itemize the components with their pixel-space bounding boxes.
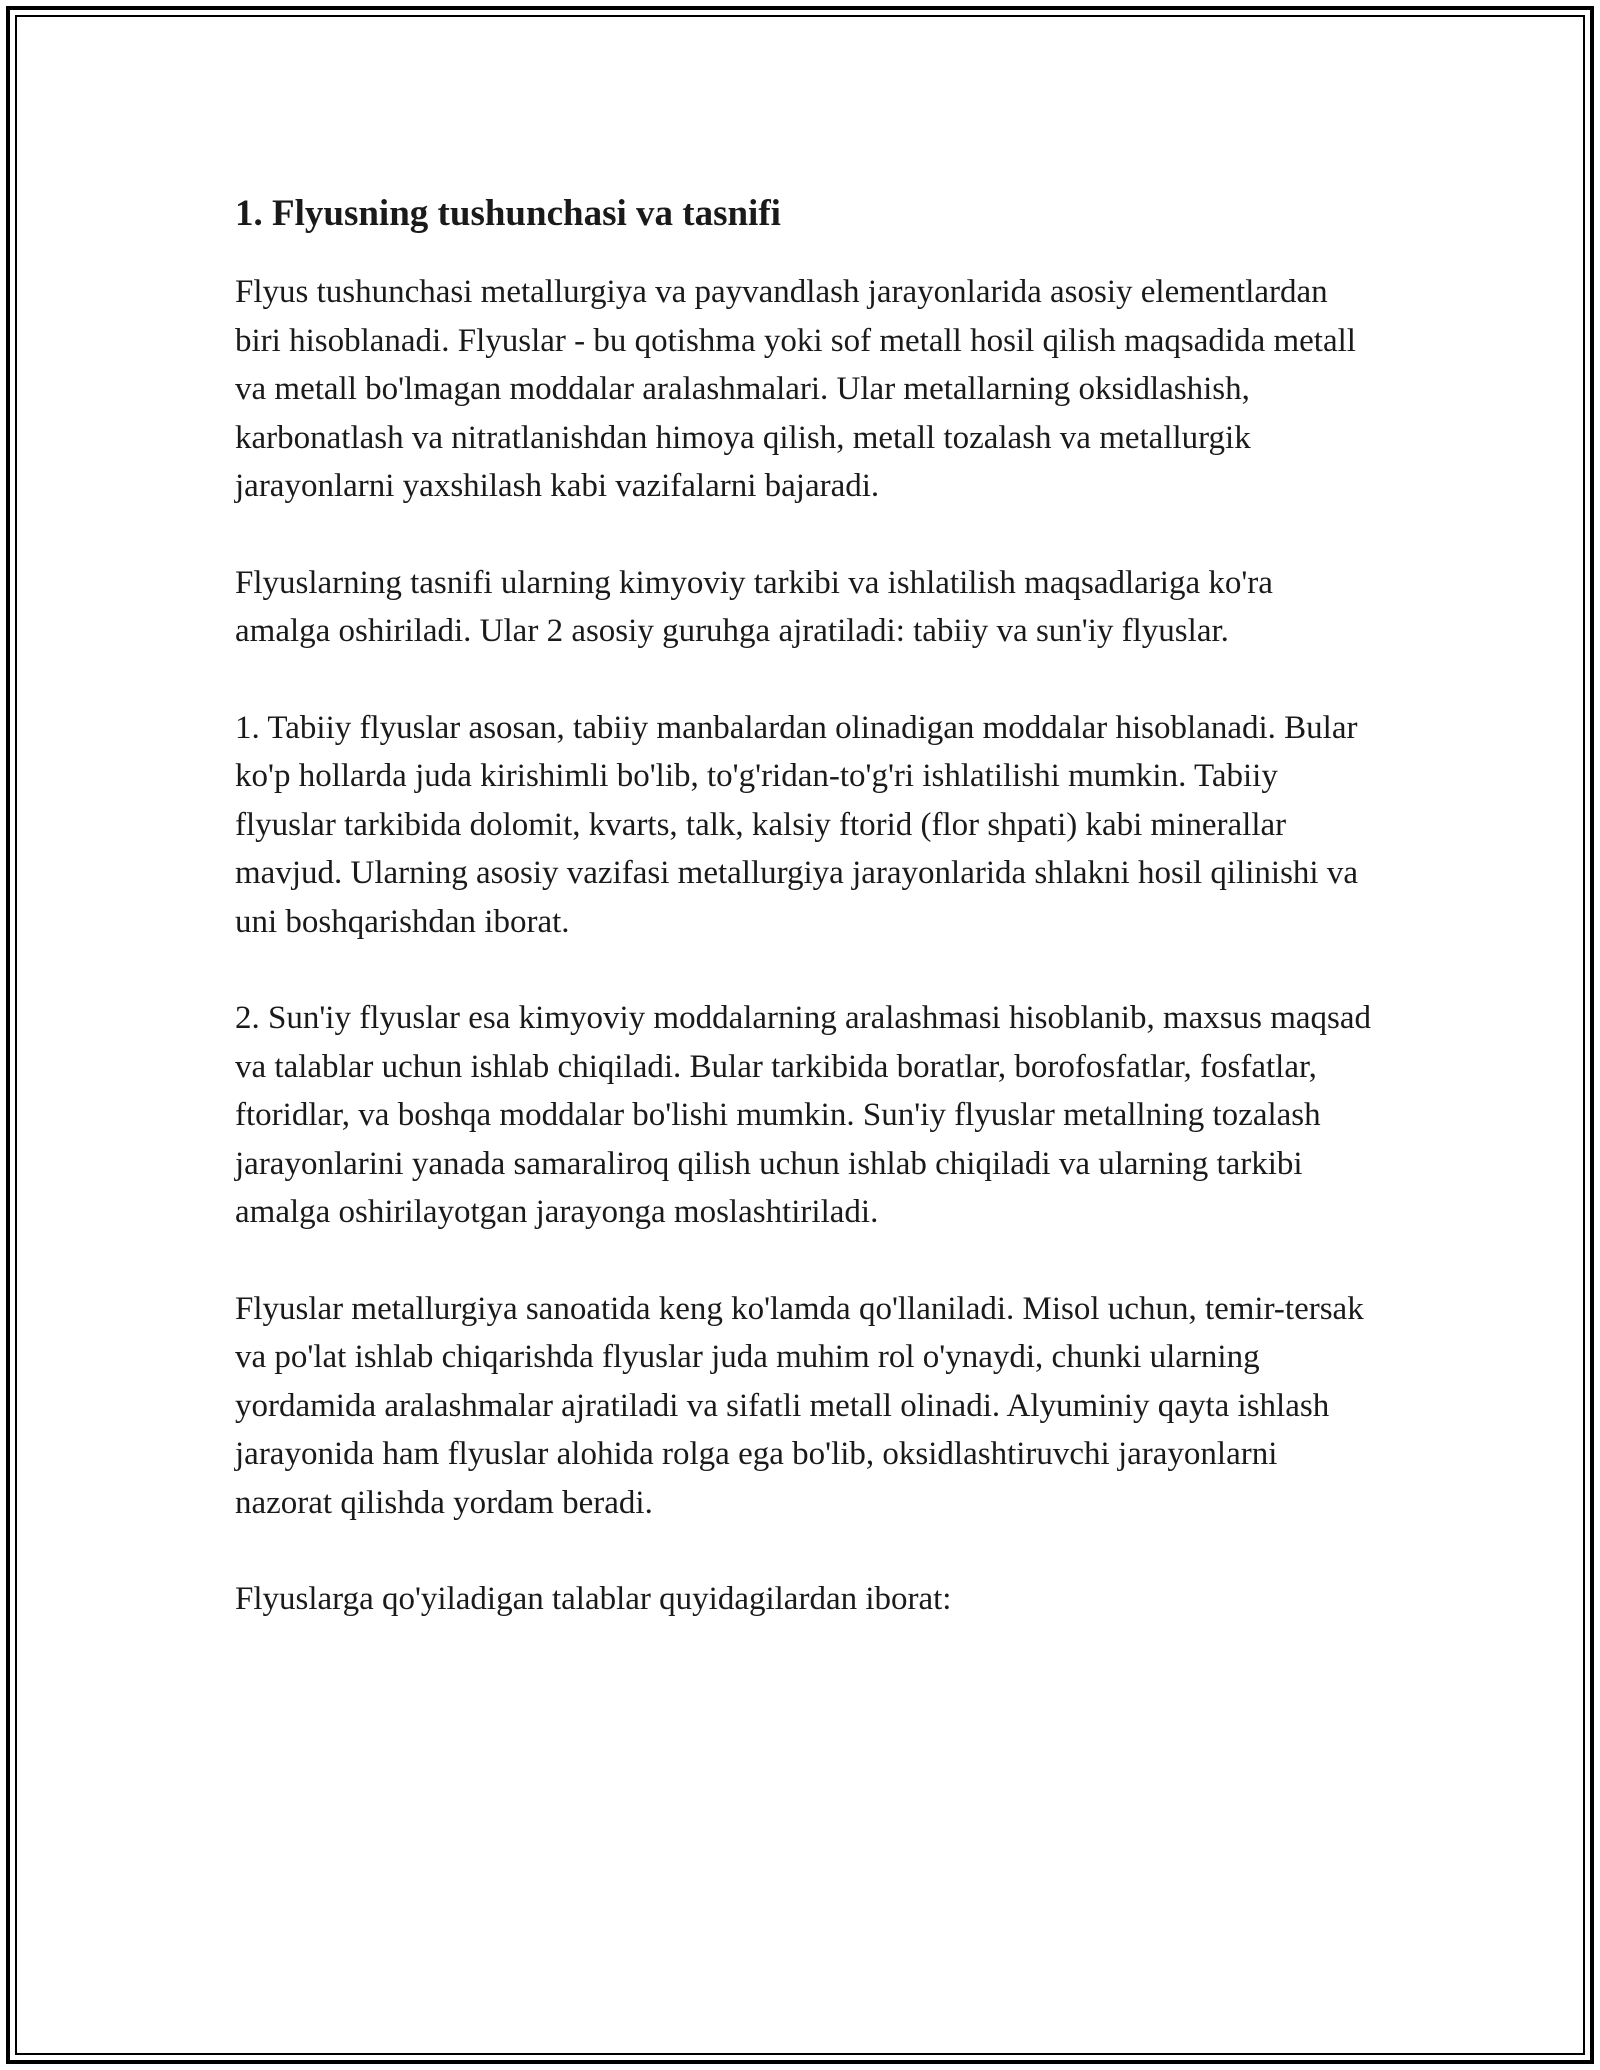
paragraph-classification: Flyuslarning tasnifi ularning kimyoviy tarkibi va ishlatilish maqsadlariga ko'ra amalga oshiriladi. Ular 2 asosiy guruhga ajratiladi: tabiiy va sun'iy flyuslar. bbox=[235, 564, 1273, 649]
paragraph-synthetic-fluxes: 2. Sun'iy flyuslar esa kimyoviy moddalarning aralashmasi hisoblanib, maxsus maqsad va talablar uchun ishlab chiqiladi. Bular tarkibida boratlar, borofosfatlar, fosfatlar, ftoridlar, va boshqa moddalar bo'lishi mumkin. Sun'iy flyuslar metallning tozalash jarayonlarini yanada samaraliroq qilish uchun ishlab chiqiladi va ularning tarkibi amalga oshirilayotgan jarayonga moslashtiriladi. bbox=[235, 1000, 1372, 1230]
section-heading: 1. Flyusning tushunchasi va tasnifi bbox=[235, 193, 781, 234]
document-body bbox=[235, 186, 1375, 1672]
paragraph-definition: Flyus tushunchasi metallurgiya va payvandlash jarayonlarida asosiy elementlardan biri hisoblanadi. Flyuslar - bu qotishma yoki sof metall hosil qilish maqsadida metall va metall bo'lmagan moddalar aralashmalari. Ular metallarning oksidlashish, karbonatlash va nitratlanishdan himoya qilish, metall tozalash va metallurgik jarayonlarni yaxshilash kabi vazifalarni bajaradi. bbox=[235, 274, 1356, 504]
paragraph-natural-fluxes: 1. Tabiiy flyuslar asosan, tabiiy manbalardan olinadigan moddalar hisoblanadi. Bular ko'p hollarda juda kirishimli bo'lib, to'g'ridan-to'g'ri ishlatilishi mumkin. Tabiiy flyuslar tarkibida dolomit, kvarts, talk, kalsiy ftorid (flor shpati) kabi minerallar mavjud. Ularning asosiy vazifasi metallurgiya jarayonlarida shlakni hosil qilinishi va uni boshqarishdan iborat. bbox=[235, 709, 1358, 940]
paragraph-requirements-intro: Flyuslarga qo'yiladigan talablar quyidagilardan iborat: bbox=[235, 1581, 952, 1617]
paragraph-applications: Flyuslar metallurgiya sanoatida keng ko'lamda qo'llaniladi. Misol uchun, temir-tersak va po'lat ishlab chiqarishda flyuslar juda muhim rol o'ynaydi, chunki ularning yordamida aralashmalar ajratiladi va sifatli metall olinadi. Alyuminiy qayta ishlash jarayonida ham flyuslar alohida rolga ega bo'lib, oksidlashtiruvchi jarayonlarni nazorat qilishda yordam beradi. bbox=[235, 1290, 1364, 1521]
